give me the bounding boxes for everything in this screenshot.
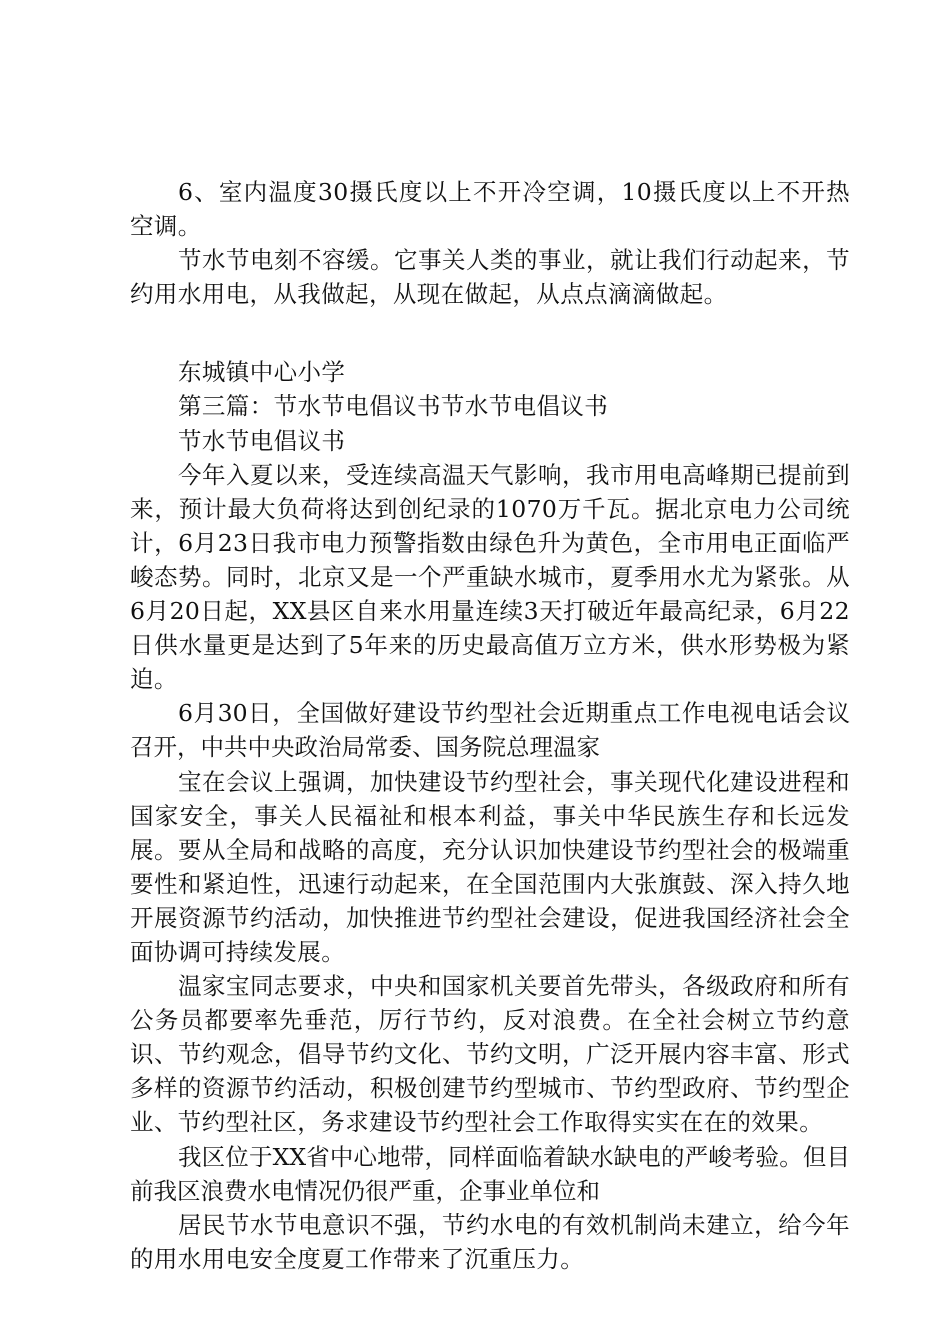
paragraph-conference: 6月30日，全国做好建设节约型社会近期重点工作电视电话会议召开，中共中央政治局常委、国务院总理温家 — [130, 699, 850, 762]
paragraph-air-conditioning-rule: 6、室内温度30摄氏度以上不开冷空调，10摄氏度以上不开热空调。 — [130, 178, 850, 241]
paragraph-conference-remarks: 宝在会议上强调，加快建设节约型社会，事关现代化建设进程和国家安全，事关人民福祉和根本利益，事关中华民族生存和长远发展。要从全局和战略的高度，充分认识加快建设节约型社会的极端重要性和紧迫性，迅速行动起来，在全国范围内大张旗鼓、深入持久地开展资源节约活动，加快推进节约型社会建设，促进我国经济社会全面协调可持续发展。 — [130, 767, 850, 966]
paragraph-resident-awareness: 居民节水节电意识不强，节约水电的有效机制尚未建立，给今年的用水用电安全度夏工作带来了沉重压力。 — [130, 1210, 850, 1273]
signature-school-name: 东城镇中心小学 — [178, 358, 346, 387]
paragraph-summer-power-demand: 今年入夏以来，受连续高温天气影响，我市用电高峰期已提前到来，预计最大负荷将达到创纪录的1070万千瓦。据北京电力公司统计，6月23日我市电力预警指数由绿色升为黄色，全市用电正面临严峻态势。同时，北京又是一个严重缺水城市，夏季用水尤为紧张。从6月20日起，XX县区自来水用量连续3天打破近年最高纪录，6月22日供水量更是达到了5年来的历史最高值万立方米，供水形势极为紧迫。 — [130, 460, 850, 694]
section-heading: 第三篇：节水节电倡议书节水节电倡议书 — [178, 392, 609, 421]
paragraph-gap — [130, 311, 850, 355]
document-body — [130, 175, 850, 1276]
paragraph-call-to-action: 节水节电刻不容缓。它事关人类的事业，就让我们行动起来，节约用水用电，从我做起，从现在做起，从点点滴滴做起。 — [130, 246, 850, 309]
document-title: 节水节电倡议书 — [178, 426, 346, 455]
paragraph-district-situation: 我区位于XX省中心地带，同样面临着缺水缺电的严峻考验。但目前我区浪费水电情况仍很严重，企事业单位和 — [130, 1142, 850, 1205]
paragraph-government-requirements: 温家宝同志要求，中央和国家机关要首先带头，各级政府和所有公务员都要率先垂范，厉行节约，反对浪费。在全社会树立节约意识、节约观念，倡导节约文化、节约文明，广泛开展内容丰富、形式多样的资源节约活动，积极创建节约型城市、节约型政府、节约型企业、节约型社区，务求建设节约型社会工作取得实实在在的效果。 — [130, 972, 850, 1137]
